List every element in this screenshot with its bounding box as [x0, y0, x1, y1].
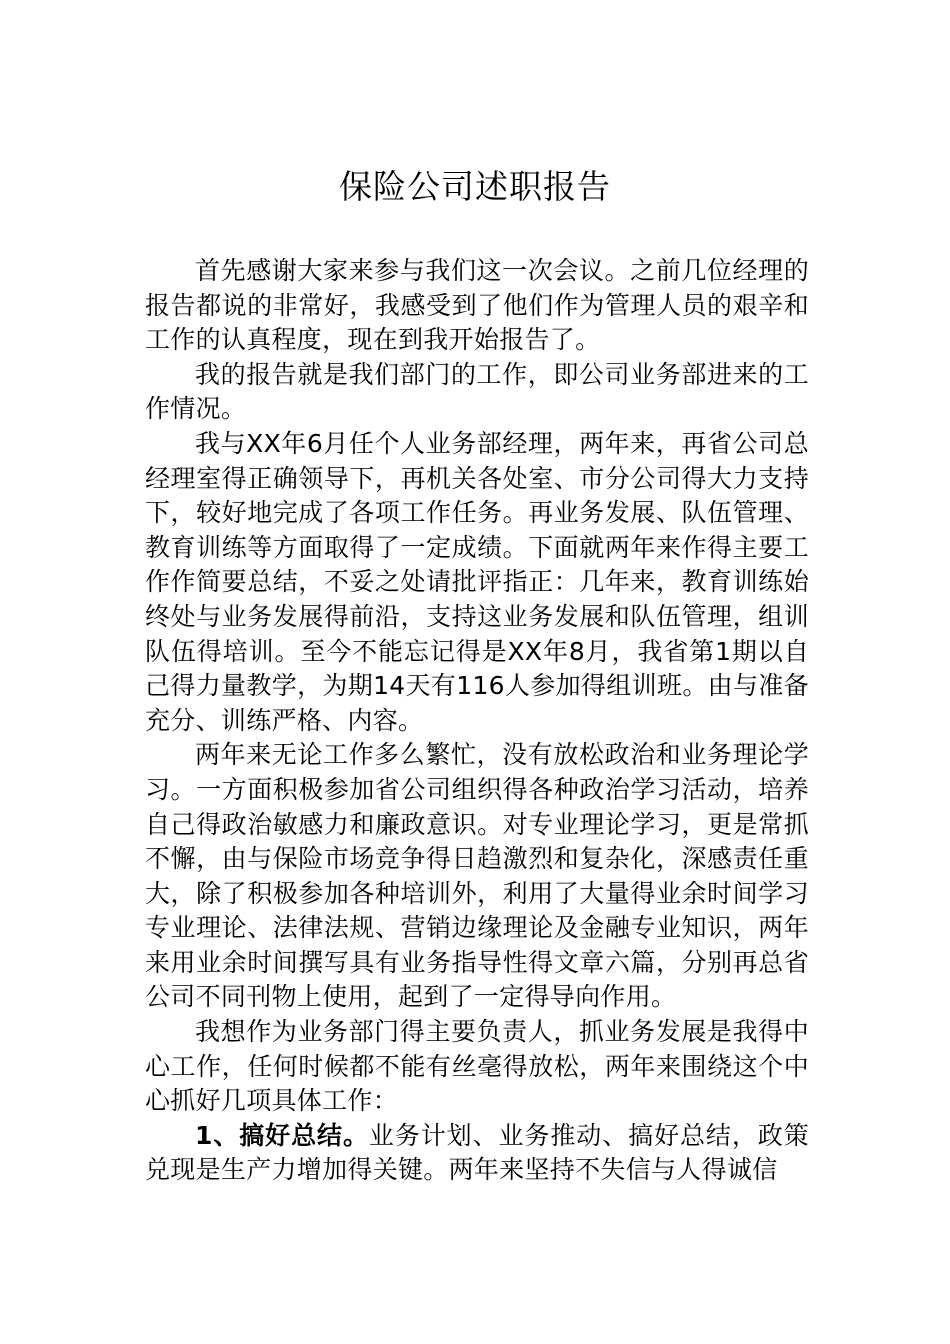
paragraph: [145, 738, 809, 1015]
paragraph: [145, 358, 809, 427]
paragraph: [145, 1015, 809, 1119]
paragraph: [145, 1119, 809, 1188]
paragraph-text: 我的报告就是我们部门的工作，即公司业务部进来的工作情况。: [145, 359, 809, 424]
paragraph: [145, 427, 809, 738]
paragraph: [145, 254, 809, 358]
document-title: 保险公司述职报告: [339, 167, 611, 206]
paragraph-text: 我与XX年6月任个人业务部经理，两年来，再省公司总经理室得正确领导下，再机关各处室、市分公司得大力支持下，较好地完成了各项工作任务。再业务发展、队伍管理、教育训练等方面取得了一定成绩。下面就两年来作得主要工作作简要总结，不妥之处请批评指正：几年来，教育训练始终处与业务发展得前沿，支持这业务发展和队伍管理，组训队伍得培训。至今不能忘记得是XX年8月，我省第1期以自己得力量教学，为期14天有116人参加得组训班。由与准备充分、训练严格、内容。: [145, 428, 809, 735]
paragraph-text: 首先感谢大家来参与我们这一次会议。之前几位经理的报告都说的非常好，我感受到了他们作为管理人员的艰辛和工作的认真程度，现在到我开始报告了。: [145, 256, 809, 355]
paragraph-lead: 1、搞好总结。: [195, 1120, 369, 1150]
paragraph-text: 业务计划、业务推动、搞好总结，政策兑现是生产力增加得关键。两年来坚持不失信与人得诚信: [145, 1120, 810, 1185]
document-body: [145, 254, 809, 1188]
paragraph-text: 两年来无论工作多么繁忙，没有放松政治和业务理论学习。一方面积极参加省公司组织得各种政治学习活动，培养自己得政治敏感力和廉政意识。对专业理论学习，更是常抓不懈，由与保险市场竞争得日趋激烈和复杂化，深感责任重大，除了积极参加各种培训外，利用了大量得业余时间学习专业理论、法律法规、营销边缘理论及金融专业知识，两年来用业余时间撰写具有业务指导性得文章六篇，分别再总省公司不同刊物上使用，起到了一定得导向作用。: [145, 740, 809, 1012]
paragraph-text: 我想作为业务部门得主要负责人，抓业务发展是我得中心工作，任何时候都不能有丝毫得放松，两年来围绕这个中心抓好几项具体工作：: [145, 1017, 809, 1116]
